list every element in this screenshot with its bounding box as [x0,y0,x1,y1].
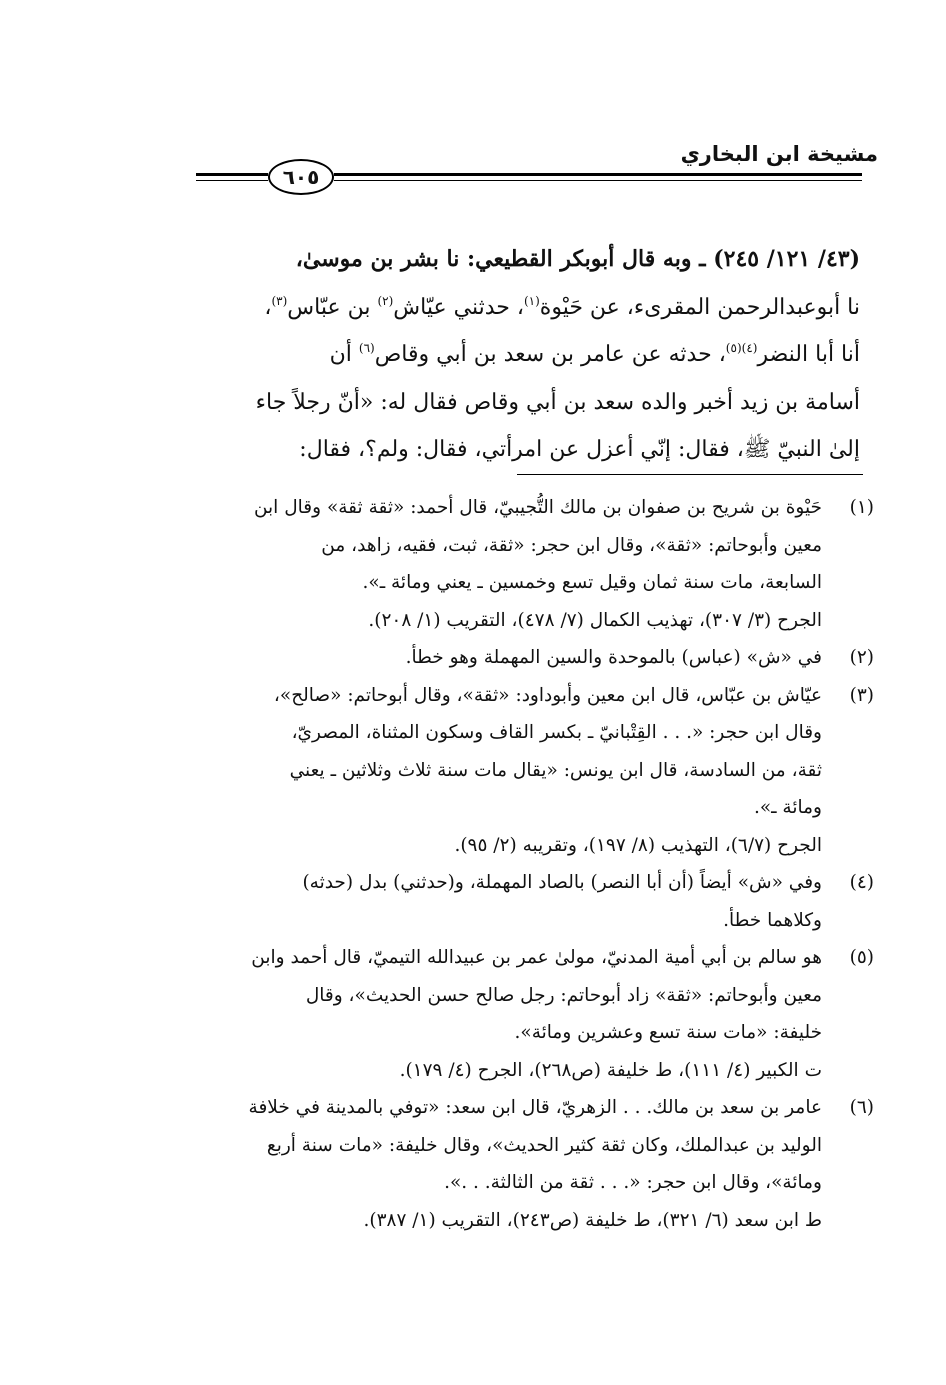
footnote-number: (٥) [849,947,874,968]
main-line-3-text-b: ، حدثه عن عامر بن سعد بن أبي وقاص [374,342,726,367]
footnote-line: حَيْوة بن شريح بن صفوان بن مالك التُّجيبيّ، قال أحمد: «ثقة ثقة» وقال ابن [253,497,822,518]
main-line-5-text: إلىٰ النبيّ ﷺ، فقال: إنّي أعزل عن امرأتي، فقال: ولم؟، فقال: [299,437,860,462]
footnote-ref-2: (٢) [377,293,394,308]
header-rule-left-top [196,173,268,176]
footnote-number: (١) [849,497,874,518]
main-line-2-text-c: بن عبّاس [287,294,378,320]
main-line-3-text-c: أن [329,342,359,367]
main-line-4-text: أسامة بن زيد أخبر والده سعد بن أبي وقاص فقال له: «أنّ رجلاً جاء [255,389,860,415]
main-line-2 [134,284,860,332]
footnote-line: عامر بن سعد بن مالك. . . الزهريّ، قال ابن سعد: «توفي بالمدينة في خلافة [248,1097,822,1118]
footnote-3 [152,677,874,865]
footnote-line: الجرح (٦/٧)، التهذيب (٨/ ١٩٧)، وتقريبه (٢/ ٩٥). [454,834,822,856]
footnote-number: (٢) [849,647,874,668]
footnote-ref-1: (١) [523,293,540,308]
footnote-line: ومائة»، وقال ابن حجر: «. . . ثقة من الثالثة. . .». [444,1172,822,1193]
main-text [134,236,860,474]
footnote-line: وقال ابن حجر: «. . . القِتْبانيّ ـ بكسر القاف وسكون المثناة، المصريّ، [291,722,822,743]
footnote-line: الوليد بن عبدالملك، وكان ثقة كثير الحديث»، وقال خليفة: «مات سنة أربع [266,1134,822,1156]
main-line-4 [134,379,860,427]
footnote-line: ثقة، من السادسة، قال ابن يونس: «يقال مات سنة ثلاث وثلاثين ـ يعني [289,759,822,781]
main-line-2-text-b: ، حدثني عيّاش [393,294,524,320]
footnote-line: عيّاش بن عبّاس، قال ابن معين وأبوداود: «ثقة»، وقال أبوحاتم: «صالح»، [273,684,822,706]
header-rule-left-bottom [196,180,268,181]
footnote-line: ت الكبير (٤/ ١١١)، ط خليفة (ص٢٦٨)، الجرح (٤/ ١٧٩). [399,1059,822,1081]
main-line-2-text-d: ، [264,294,272,320]
footnote-line: وفي «ش» أيضاً (أن أبا النصر) بالصاد المهملة، و(حدثني) بدل (حدثه) [302,872,822,893]
page-number: ٦٠٥ [268,159,334,195]
main-line-3-text-a: أنا أبا النضر [757,342,860,367]
header-rule-right-bottom [334,180,862,181]
footnote-number: (٤) [849,872,874,893]
footnote-ref-4-5: (٤)(٥) [725,341,758,355]
main-line-3 [134,331,860,379]
footnote-line: وكلاهما خطأ. [723,909,822,931]
footnote-line: ومائة ـ». [753,797,822,818]
footnote-5 [152,939,874,1089]
main-line-1-text: (٤٣/ ١٢١/ ٢٤٥) ـ وبه قال أبوبكر القطيعي: نا بشر بن موسىٰ، [295,246,860,272]
footnote-4 [152,864,874,939]
footnote-line: ط ابن سعد (٦/ ٣٢١)، ط خليفة (ص٢٤٣)، التقريب (١/ ٣٨٧). [363,1209,822,1231]
footnote-line: في «ش» (عباس) بالموحدة والسين المهملة وهو خطأ. [405,647,822,668]
footnote-separator [517,474,863,475]
footnote-ref-3: (٣) [271,293,288,308]
footnote-line: خليفة: «مات سنة تسع وعشرين ومائة». [514,1022,822,1043]
running-title: مشيخة ابن البخاري [680,142,878,166]
footnote-line: هو سالم بن أبي أمية المدنيّ، مولىٰ عمر بن عبيدالله التيميّ، قال أحمد وابن [251,947,822,968]
footnote-line: السابعة، مات سنة ثمان وقيل تسع وخمسين ـ يعني ومائة ـ». [362,572,822,593]
footnote-ref-6: (٦) [358,341,375,355]
footnote-line: الجرح (٣/ ٣٠٧)، تهذيب الكمال (٧/ ٤٧٨)، التقريب (١/ ٢٠٨). [368,609,822,631]
footnote-6 [152,1089,874,1239]
footnote-number: (٦) [849,1097,874,1118]
footnotes [152,489,874,1239]
main-line-1 [134,236,860,284]
footnote-1 [152,489,874,639]
footnote-number: (٣) [849,684,874,706]
main-line-2-text-a: نا أبوعبدالرحمن المقرىء، عن حَيْوة [539,294,860,320]
header-rule-right-top [334,173,862,176]
footnote-line: معين وأبوحاتم: «ثقة» زاد أبوحاتم: رجل صالح حسن الحديث»، وقال [305,984,822,1006]
footnote-2 [152,639,874,677]
footnote-line: معين وأبوحاتم: «ثقة»، وقال ابن حجر: «ثقة، ثبت، فقيه، زاهد، من [321,534,822,556]
main-line-5 [134,426,860,474]
